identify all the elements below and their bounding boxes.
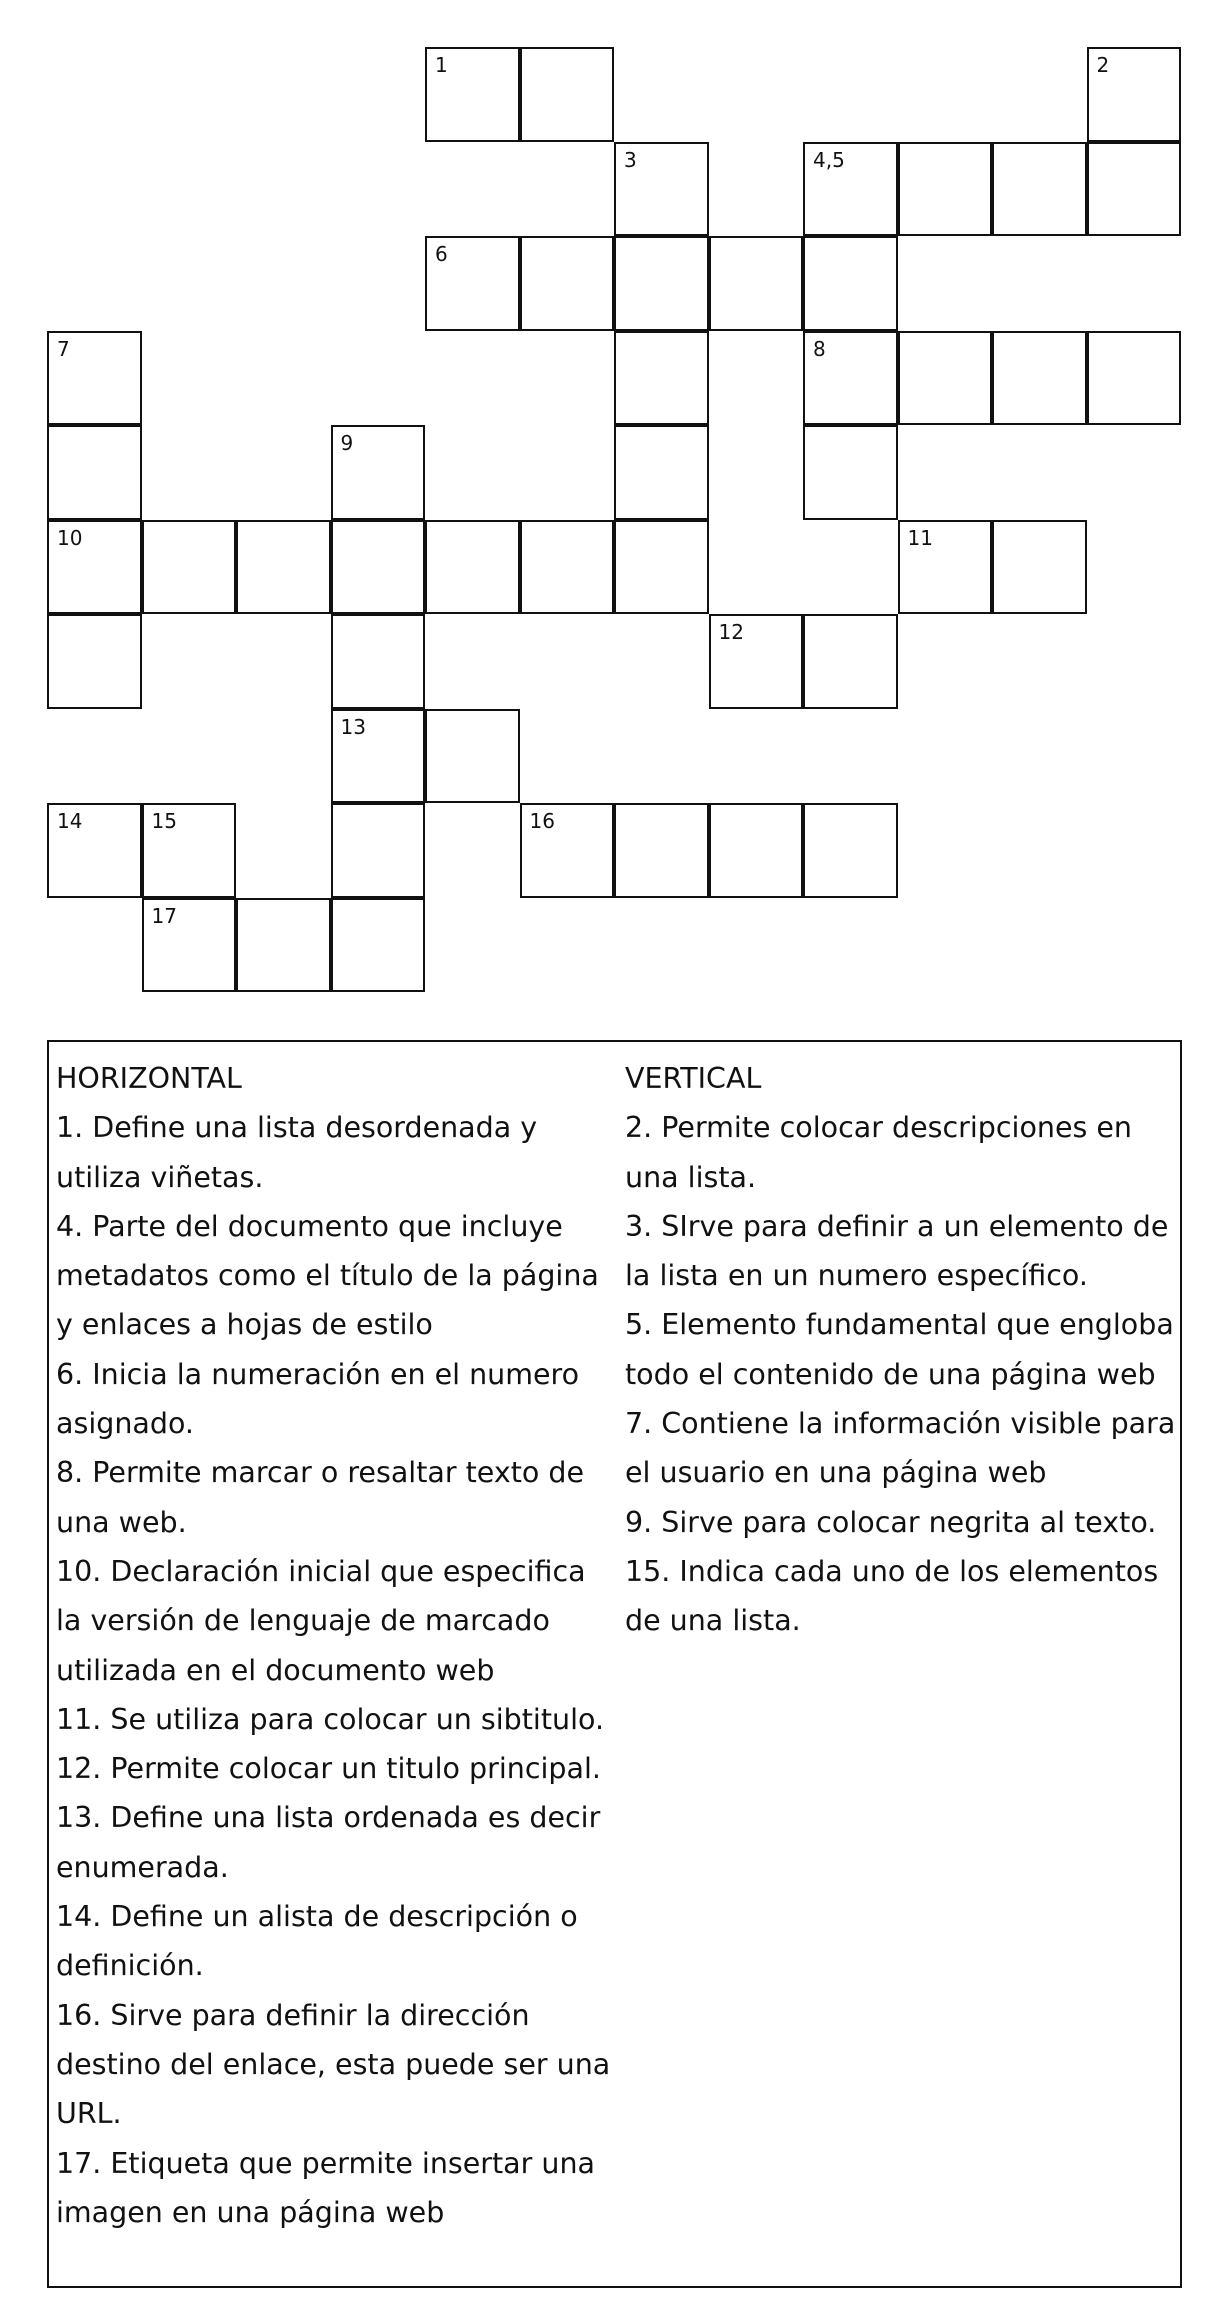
cell-number: 7 xyxy=(57,336,70,361)
grid-cell-14[interactable] xyxy=(47,803,142,898)
grid-cell[interactable] xyxy=(709,236,804,331)
grid-cell-45[interactable] xyxy=(803,142,898,237)
clue-h-4: 4. Parte del documento que incluye metadatos como el título de la página y enlaces a hojas de estilo xyxy=(56,1209,599,1342)
grid-cell[interactable] xyxy=(898,331,993,426)
cell-number: 6 xyxy=(435,242,448,266)
grid-cell[interactable] xyxy=(803,236,898,331)
cell-number: 13 xyxy=(340,714,366,739)
cell-number: 3 xyxy=(624,147,637,172)
grid-cell-11[interactable] xyxy=(898,520,993,615)
cell-number: 8 xyxy=(813,336,826,361)
cell-number: 11 xyxy=(907,525,933,550)
cell-number: 12 xyxy=(718,620,744,644)
grid-cell[interactable] xyxy=(898,142,993,237)
clue-h-11: 11. Se utiliza para colocar un sibtitulo. xyxy=(56,1702,604,1736)
clue-h-16: 16. Sirve para definir la dirección destino del enlace, esta puede ser una URL. xyxy=(56,1998,611,2131)
cell-number: 15 xyxy=(151,809,177,833)
clue-v-9: 9. Sirve para colocar negrita al texto. xyxy=(625,1505,1157,1539)
horizontal-heading: HORIZONTAL xyxy=(56,1062,242,1095)
clues-panel xyxy=(47,1040,1182,2288)
grid-cell[interactable] xyxy=(992,142,1087,237)
cell-number: 1 xyxy=(435,53,448,77)
grid-cell[interactable] xyxy=(47,614,142,709)
cell-number: 10 xyxy=(57,525,83,550)
cell-number: 14 xyxy=(57,809,83,833)
clue-v-7: 7. Contiene la información visible para el usuario en una página web xyxy=(625,1407,1176,1490)
horizontal-clues xyxy=(56,1054,616,2237)
grid-cell[interactable] xyxy=(614,803,709,898)
grid-cell[interactable] xyxy=(614,520,709,615)
grid-cell[interactable] xyxy=(520,47,615,142)
crossword-grid xyxy=(0,0,1222,1000)
grid-cell[interactable] xyxy=(47,425,142,520)
cell-number: 4,5 xyxy=(813,147,845,172)
grid-cell[interactable] xyxy=(331,803,426,898)
clue-v-2: 2. Permite colocar descripciones en una lista. xyxy=(625,1111,1132,1194)
grid-cell[interactable] xyxy=(520,520,615,615)
grid-cell[interactable] xyxy=(1087,142,1182,237)
grid-cell[interactable] xyxy=(614,425,709,520)
vertical-heading: VERTICAL xyxy=(625,1062,762,1095)
grid-cell[interactable] xyxy=(425,709,520,804)
clue-h-10: 10. Declaración inicial que especifica la versión de lenguaje de marcado utilizada en el documento web xyxy=(56,1554,586,1687)
grid-cell-7[interactable] xyxy=(47,331,142,426)
grid-cell-10[interactable] xyxy=(47,520,142,615)
grid-cell-6[interactable] xyxy=(425,236,520,331)
grid-cell[interactable] xyxy=(803,614,898,709)
grid-cell[interactable] xyxy=(331,614,426,709)
grid-cell[interactable] xyxy=(142,520,237,615)
clue-h-8: 8. Permite marcar o resaltar texto de una web. xyxy=(56,1456,584,1539)
grid-cell[interactable] xyxy=(803,803,898,898)
grid-cell-13[interactable] xyxy=(331,709,426,804)
cell-number: 2 xyxy=(1096,53,1110,77)
clue-h-14: 14. Define un alista de descripción o definición. xyxy=(56,1900,578,1983)
grid-cell[interactable] xyxy=(803,425,898,520)
grid-cell-15[interactable] xyxy=(142,803,237,898)
clue-h-17: 17. Etiqueta que permite insertar una imagen en una página web xyxy=(56,2146,595,2229)
grid-cell[interactable] xyxy=(236,520,331,615)
clue-h-13: 13. Define una lista ordenada es decir enumerada. xyxy=(56,1801,601,1884)
grid-cell[interactable] xyxy=(614,331,709,426)
clue-v-15: 15. Indica cada uno de los elementos de una lista. xyxy=(625,1554,1159,1638)
clue-h-6: 6. Inicia la numeración en el numero asignado. xyxy=(56,1357,580,1441)
grid-cell[interactable] xyxy=(236,898,331,993)
cell-number: 17 xyxy=(151,903,177,928)
grid-cell[interactable] xyxy=(1087,331,1182,426)
vertical-clues xyxy=(625,1054,1180,1646)
grid-cell-1[interactable] xyxy=(425,47,520,142)
grid-cell[interactable] xyxy=(520,236,615,331)
grid-cell[interactable] xyxy=(992,520,1087,615)
clue-v-3: 3. SIrve para definir a un elemento de la lista en un numero específico. xyxy=(625,1209,1169,1293)
grid-cell[interactable] xyxy=(992,331,1087,426)
grid-cell-16[interactable] xyxy=(520,803,615,898)
cell-number: 9 xyxy=(340,431,354,455)
grid-cell-17[interactable] xyxy=(142,898,237,993)
grid-cell-8[interactable] xyxy=(803,331,898,426)
grid-cell[interactable] xyxy=(331,898,426,993)
grid-cell[interactable] xyxy=(614,236,709,331)
grid-cell[interactable] xyxy=(331,520,426,615)
grid-cell-3[interactable] xyxy=(614,142,709,237)
grid-cell[interactable] xyxy=(709,803,804,898)
cell-number: 16 xyxy=(529,809,555,833)
grid-cell[interactable] xyxy=(425,520,520,615)
clue-h-12: 12. Permite colocar un titulo principal. xyxy=(56,1752,601,1786)
clue-h-1: 1. Define una lista desordenada y utiliza viñetas. xyxy=(56,1111,538,1194)
grid-cell-9[interactable] xyxy=(331,425,426,520)
clue-v-5: 5. Elemento fundamental que engloba todo el contenido de una página web xyxy=(625,1308,1174,1391)
grid-cell-2[interactable] xyxy=(1087,47,1182,142)
grid-cell-12[interactable] xyxy=(709,614,804,709)
